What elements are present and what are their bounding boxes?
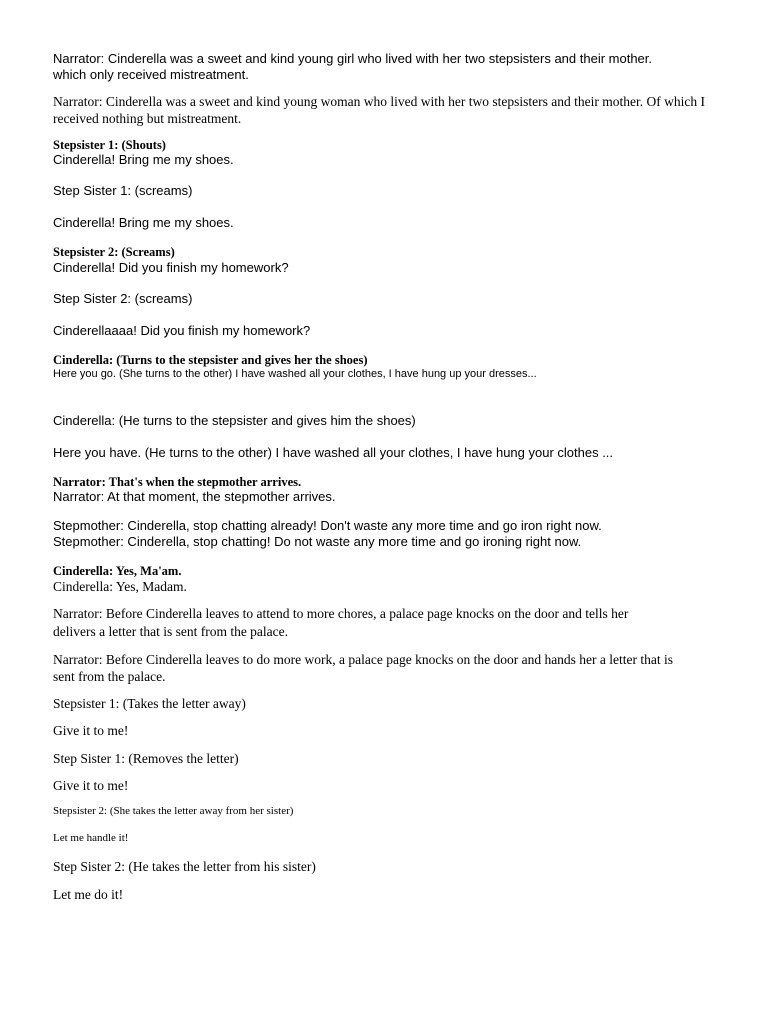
text-line: Give it to me!	[53, 723, 129, 738]
text-line: Narrator: Cinderella was a sweet and kind young girl who lived with her two stepsisters and their mother.	[53, 51, 653, 66]
text-line: sent from the palace.	[53, 669, 166, 684]
speaker-heading: Cinderella: (Turns to the stepsister and gives her the shoes)	[53, 353, 368, 367]
text-line: delivers a letter that is sent from the palace.	[53, 624, 289, 639]
text-line: Step Sister 2: (He takes the letter from his sister)	[53, 859, 316, 874]
text-line: Stepmother: Cinderella, stop chatting already! Don't waste any more time and go iron right now.	[53, 518, 602, 533]
text-line: Let me handle it!	[53, 832, 129, 844]
text-line: Cinderellaaaa! Did you finish my homework?	[53, 323, 311, 338]
speaker-heading: Cinderella: Yes, Ma'am.	[53, 564, 182, 578]
text-line: Cinderella: Yes, Madam.	[53, 579, 187, 594]
text-line: Narrator: At that moment, the stepmother arrives.	[53, 489, 336, 504]
text-line: Step Sister 1: (screams)	[53, 183, 193, 198]
text-line: Stepsister 1: (Takes the letter away)	[53, 696, 246, 711]
text-line: Here you have. (He turns to the other) I have washed all your clothes, I have hung your clothes ...	[53, 445, 614, 460]
text-line: which only received mistreatment.	[53, 67, 249, 82]
text-line: Let me do it!	[53, 887, 124, 902]
text-line: Narrator: Before Cinderella leaves to attend to more chores, a palace page knocks on the door and tells her	[53, 606, 629, 621]
text-line: received nothing but mistreatment.	[53, 111, 242, 126]
text-line: Cinderella! Bring me my shoes.	[53, 152, 234, 167]
speaker-heading: Stepsister 1: (Shouts)	[53, 138, 166, 152]
speaker-heading: Stepsister 2: (Screams)	[53, 245, 175, 259]
text-line: Give it to me!	[53, 778, 129, 793]
text-line: Narrator: Before Cinderella leaves to do more work, a palace page knocks on the door and hands her a letter that is	[53, 652, 674, 667]
text-line: Here you go. (She turns to the other) I have washed all your clothes, I have hung up your dresses...	[53, 368, 537, 380]
text-line: Stepsister 2: (She takes the letter away from her sister)	[53, 805, 294, 817]
text-line: Step Sister 1: (Removes the letter)	[53, 751, 239, 766]
text-line: Narrator: Cinderella was a sweet and kind young woman who lived with her two stepsisters and their mother. Of which I	[53, 94, 705, 109]
text-line: Step Sister 2: (screams)	[53, 291, 193, 306]
text-line: Cinderella! Did you finish my homework?	[53, 260, 289, 275]
text-line: Stepmother: Cinderella, stop chatting! Do not waste any more time and go ironing right now.	[53, 534, 582, 549]
text-line: Cinderella! Bring me my shoes.	[53, 215, 234, 230]
text-line: Cinderella: (He turns to the stepsister and gives him the shoes)	[53, 413, 416, 428]
speaker-heading: Narrator: That's when the stepmother arrives.	[53, 475, 302, 489]
